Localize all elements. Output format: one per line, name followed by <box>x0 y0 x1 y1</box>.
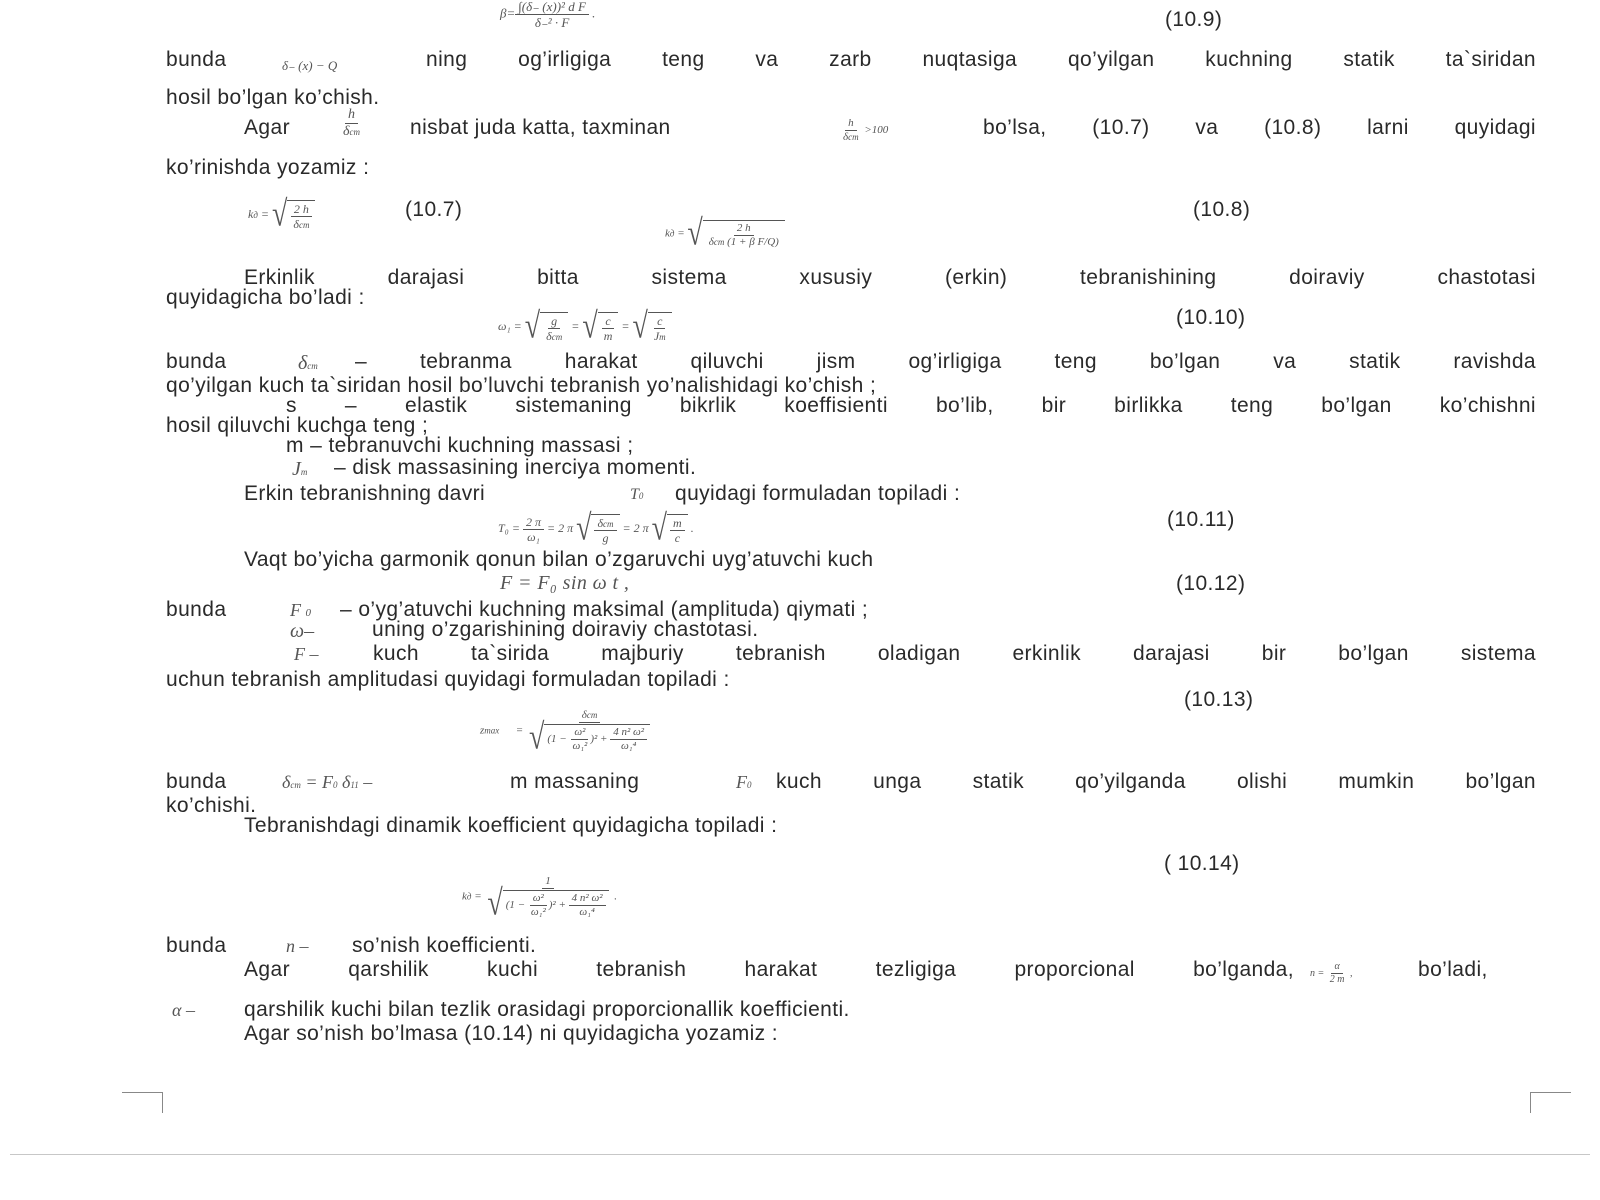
text-line-20c: kuch unga statik qo’yilganda olishi mumkin bo’lgan <box>776 770 1536 793</box>
formula-10-9: β= $\frac{\text{∫(δ₋ (x))² d F}}{\text{δ₋² · F}}$ . <box>500 0 596 30</box>
formula-delta-st: δст <box>298 352 318 374</box>
formula-delta-st-f0-delta11: δст = F0 δ11 – <box>282 772 373 792</box>
text-line-8: qo’yilgan kuch ta`siridan hosil bo’luvchi tebranish yo’nalishidagi ko’chish ; <box>166 374 877 397</box>
formula-ratio-gt-100: $\frac{h}{\text{δст}}$ >100 <box>843 117 889 143</box>
text-line-20b: m massaning <box>510 770 640 793</box>
text-line-6: quyidagicha bo’ladi : <box>166 286 365 309</box>
text-line-9: s – elastik sistemaning bikrlik koeffisienti bo’lib, bir birlikka teng bo’lgan ko’chishni <box>286 394 1536 417</box>
formula-h-over-delta: $\frac{h}{\text{δст}}$ <box>343 107 361 139</box>
text-line-16b: – o’yg’atuvchi kuchning maksimal (amplituda) qiymati ; <box>340 598 869 621</box>
formula-10-14: kд = 1 √ (1 − $\frac{\text{ω²}}{\text{ω₁²}}$ )² + $\frac{\text{4 n² ω²}}{\text{ω₁⁴}}$ . <box>462 875 618 924</box>
text-line-14: Vaqt bo’yicha garmonik qonun bilan o’zgaruvchi uyg’atuvchi kuch <box>244 548 874 571</box>
formula-n: n – <box>286 936 309 956</box>
text-line-26: Agar so’nish bo’lmasa (10.14) ni quyidagicha yozamiz : <box>244 1022 779 1045</box>
formula-10-10: ω₁ = √ $\frac{g}{\text{δст}}$ = √ $\frac{c}{m}$ = √ $\frac{c}{Jm}$ <box>498 312 672 342</box>
formula-f: F – <box>294 644 319 664</box>
formula-f0-b: F0 <box>736 772 752 792</box>
text-line-16a: bunda <box>166 598 227 621</box>
text-line-23a: bunda <box>166 934 227 957</box>
text-line-13b: quyidagi formuladan topiladi : <box>675 482 961 505</box>
text-line-13a: Erkin tebranishning davri <box>244 482 486 505</box>
text-line-2: hosil bo’lgan ko’chish. <box>166 86 380 109</box>
text-line-3c: bo’lsa, (10.7) va (10.8) larni quyidagi <box>983 116 1536 139</box>
text-line-12: – disk massasining inerciya momenti. <box>334 456 697 479</box>
formula-delta-x-q: δ₋ (x) − Q <box>282 58 338 73</box>
formula-n-alpha-2m: n = $\frac{\alpha}{2 m}$ , <box>1310 961 1353 985</box>
text-line-7b: – tebranma harakat qiluvchi jism og’irligiga teng bo’lgan va statik ravishda <box>355 350 1536 373</box>
page-separator-line <box>10 1154 1590 1155</box>
eq-number-10-8: (10.8) <box>1193 198 1251 221</box>
text-line-24a: Agar qarshilik kuchi tebranish harakat tezligiga proporcional bo’lganda, <box>244 958 1294 981</box>
eq-number-10-13: (10.13) <box>1184 688 1254 711</box>
formula-alpha: α – <box>172 1000 195 1020</box>
text-line-18: kuch ta`sirida majburiy tebranish oladigan erkinlik darajasi bir bo’lgan sistema <box>373 642 1536 665</box>
eq-number-10-7: (10.7) <box>405 198 463 221</box>
text-line-3b: nisbat juda katta, taxminan <box>410 116 671 139</box>
text-line-17: uning o’zgarishining doiraviy chastotasi. <box>372 618 759 641</box>
formula-10-12: F = F₀ sin ω t , <box>500 572 630 594</box>
formula-10-13: zmax = δст √ (1 − $\frac{\text{ω²}}{\text{ω₁²}}$ )² + $\frac{\text{4 n² ω²}}{\text{ω₁⁴}}$ <box>480 710 653 752</box>
text-line-11: m – tebranuvchi kuchning massasi ; <box>286 434 634 457</box>
text-line-1a: bunda <box>166 48 227 71</box>
text-line-1b: ning og’irligiga teng va zarb nuqtasiga qo’yilgan kuchning statik ta`siridan <box>426 48 1536 71</box>
formula-10-8: kд = √ $\frac{2 h}{\text{δст (1 + β F/Q)}}$ <box>665 220 785 248</box>
text-line-24b: bo’ladi, <box>1418 958 1488 981</box>
formula-10-11: T₀ = $\frac{2 \pi}{\text{ω₁}}$ = 2 π √ $\frac{\text{δст}}{g}$ = 2 π √ $\frac{m}{c}$ . <box>498 508 694 549</box>
formula-f0: F 0 <box>290 600 311 620</box>
formula-t0: T0 <box>630 486 644 503</box>
text-line-23b: so’nish koefficienti. <box>352 934 537 957</box>
formula-j-m: Jm <box>292 458 308 480</box>
eq-number-10-11: (10.11) <box>1167 508 1235 531</box>
page-corner-mark-left <box>122 1092 163 1113</box>
eq-number-10-10: (10.10) <box>1176 306 1246 329</box>
eq-number-10-9: (10.9) <box>1165 8 1223 31</box>
formula-10-7: kд = √ $\frac{2 h}{\text{δст}}$ <box>248 200 315 230</box>
text-line-3a: Agar <box>244 116 290 139</box>
text-line-19: uchun tebranish amplitudasi quyidagi formuladan topiladi : <box>166 668 730 691</box>
text-line-20a: bunda <box>166 770 227 793</box>
text-line-5: Erkinlik darajasi bitta sistema xususiy (erkin) tebranishining doiraviy chastotasi <box>244 266 1536 289</box>
eq-number-10-14: ( 10.14) <box>1164 852 1240 875</box>
text-line-25: qarshilik kuchi bilan tezlik orasidagi proporcionallik koefficienti. <box>244 998 850 1021</box>
text-line-22: Tebranishdagi dinamik koefficient quyidagicha topiladi : <box>244 814 778 837</box>
text-line-7a: bunda <box>166 350 227 373</box>
eq-number-10-12: (10.12) <box>1176 572 1246 595</box>
text-line-21: ko’chishi. <box>166 794 257 817</box>
formula-omega: ω– <box>290 620 315 642</box>
page-corner-mark-right <box>1530 1092 1571 1113</box>
text-line-10: hosil qiluvchi kuchga teng ; <box>166 414 429 437</box>
text-line-4: ko’rinishda yozamiz : <box>166 156 370 179</box>
